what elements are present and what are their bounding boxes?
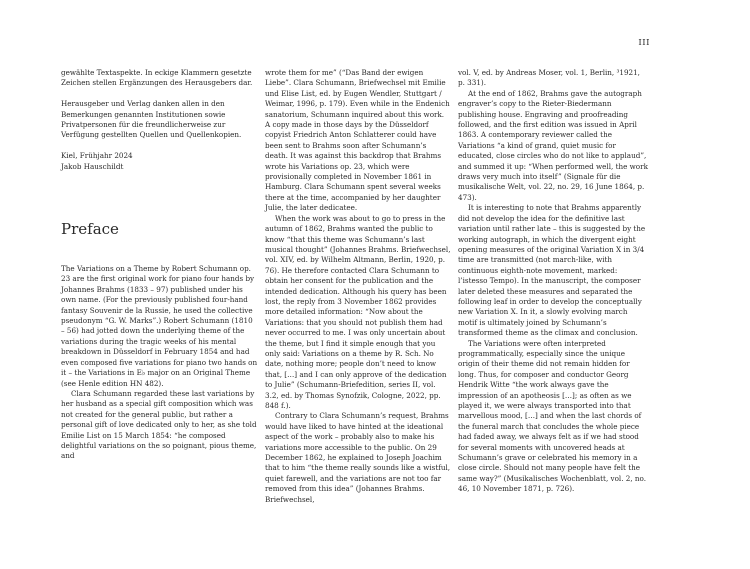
body-paragraph: When the work was about to go to press in the autumn of 1862, Brahms wanted the public to know “that this theme was Schumann’s last musical thought” (Johannes Brahms. Briefwechsel, vol. XIV, ed. by Wilhelm Altmann, Berlin, 1920, p. 76). He therefore contacted Clara Schumann to obtain her consent for the publication and the intended dedication. Although his query has been lost, the reply from 3 November 1862 provides more detailed information: “Now about the Variations: that you should not publish them had never occurred to me. I was only uncertain about the theme, but I find it simple enough that you only said: Variations on a theme by R. Sch. No date, nothing more; people don’t need to know that, […] and I can only approve of the dedication to Julie” (Schumann-Briefedition, series II, vol. 3.2, ed. by Thomas Synofzik, Cologne, 2022, pp. 848 f.). <box>265 213 451 410</box>
frontmatter-paragraph: Herausgeber und Verlag danken allen in den Bemerkungen genannten Institutionen sowie Privatpersonen für die freundlicherweise zur Verfügung gestellten Quellen und Quellenkopien. <box>61 99 242 140</box>
body-paragraph: Contrary to Clara Schumann’s request, Brahms would have liked to have hinted at the ideational aspect of the work – probably also to make his variations more accessible to the public. On 29 December 1862, he explained to Joseph Joachim that to him “the theme really sounds like a wistful, quiet farewell, and the variations are not too far removed from this idea” (Johannes Brahms. Briefwechsel, <box>265 411 451 504</box>
body-paragraph: vol. V, ed. by Andreas Moser, vol. 1, Berlin, ³1921, p. 331). <box>458 68 640 88</box>
body-paragraph: At the end of 1862, Brahms gave the autograph engraver’s copy to the Rieter-Biedermann publishing house. Engraving and proofreading followed, and the first edition was issued in April 1863. A contemporary reviewer called the Variations “a kind of grand, quiet music for educated, close circles who do not like to applaud”, and summed it up: “When performed well, the work draws very much into itself” (Signale für die musikalische Welt, vol. 22, no. 29, 16 June 1864, p. 473). <box>458 88 648 202</box>
body-paragraph: The Variations were often interpreted programmatically, especially since the unique origin of their theme did not remain hidden for long. Thus, for composer and conductor Georg Hendrik Witte “the work always gave the impression of an apotheosis […]; as often as we played it, we were always transported into that marvellous mood, […] and when the last chords of the funeral march that concludes the whole piece had faded away, we always felt as if we had stood for several moments with uncovered heads at Schumann’s grave or celebrated his memory in a close circle. Should not many people have felt the same way?” (Musikalisches Wochenblatt, vol. 2, no. 46, 10 November 1871, p. 726). <box>458 338 647 494</box>
text-column-2 <box>265 68 451 505</box>
place-date: Kiel, Frühjahr 2024 <box>61 151 133 161</box>
preface-heading: Preface <box>61 220 119 239</box>
frontmatter-paragraph: gewählte Textaspekte. In eckige Klammern gesetzte Zeichen stellen Ergänzungen des Herausgebers dar. <box>61 68 253 88</box>
page-number: III <box>638 38 650 48</box>
body-paragraph: The Variations on a Theme by Robert Schumann op. 23 are the first original work for piano four hands by Johannes Brahms (1833 – 97) published under his own name. (For the previously published four-hand fantasy Souvenir de la Russie, he used the collective pseudonym “G. W. Marks”.) Robert Schumann (1810 – 56) had jotted down the underlying theme of the variations during the tragic weeks of his mental breakdown in Düsseldorf in February 1854 and had even composed five variations for piano two hands on it – the Variations in E♭ major on an Original Theme (see Henle edition HN 482). <box>61 264 258 388</box>
body-paragraph: It is interesting to note that Brahms apparently did not develop the idea for the definitive last variation until rather late – this is suggested by the working autograph, in which the divergent eight opening measures of the original Variation X in 3/4 time are transmitted (not march-like, with continuous eighth-note movement, marked: l’istesso Tempo). In the manuscript, the composer later deleted these measures and separated the following leaf in order to develop the conceptually new Variation X. In it, a slowly evolving march motif is ultimately joined by Schumann’s transformed theme as the climax and conclusion. <box>458 203 646 338</box>
text-column-1 <box>61 68 258 462</box>
text-column-3 <box>458 68 648 495</box>
body-paragraph: wrote them for me” (“Das Band der ewigen Liebe”. Clara Schumann, Briefwechsel mit Emilie und Elise List, ed. by Eugen Wendler, Stuttgart / Weimar, 1996, p. 179). Even while in the Endenich sanatorium, Schumann inquired about this work. A copy made in those days by the Düsseldorf copyist Friedrich Anton Schlatterer could have been sent to Brahms soon after Schumann’s death. It was against this backdrop that Brahms wrote his Variations op. 23, which were provisionally completed in November 1861 in Hamburg. Clara Schumann spent several weeks there at the time, accompanied by her daughter Julie, the later dedicatee. <box>265 68 450 213</box>
author-name: Jakob Hauschildt <box>61 161 124 171</box>
body-paragraph: Clara Schumann regarded these last variations by her husband as a special gift composition which was not created for the general public, but rather a personal gift of love dedicated only to her, as she told Emilie List on 15 March 1854: “he composed delightful variations on the so poignant, pious theme, and <box>61 388 257 461</box>
